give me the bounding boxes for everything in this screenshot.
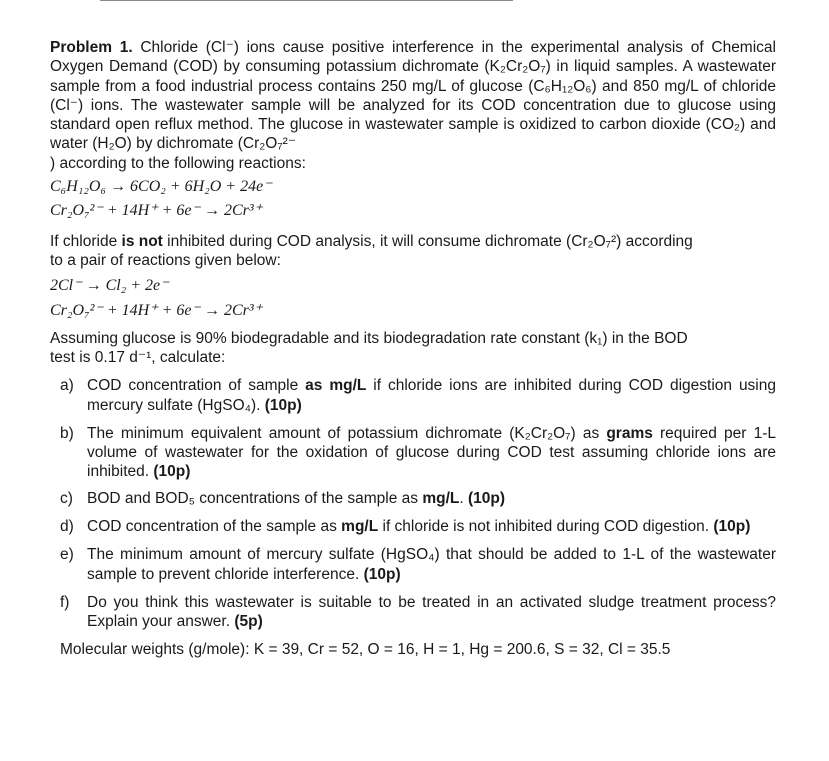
question-item — [50, 545, 776, 584]
chloride-paragraph — [50, 232, 776, 271]
intro-line: samples. A wastewater sample from a food industrial process contains 250 mg/L of glucose — [50, 58, 776, 95]
top-divider-line — [100, 0, 513, 1]
question-letter: e) — [60, 546, 74, 564]
question-text: COD concentration of the sample as — [87, 518, 342, 536]
assumption-paragraph — [50, 329, 776, 368]
intro-line: Chloride (Cl⁻) ions cause positive interference in the experimental analysis of — [140, 39, 704, 56]
problem-document — [50, 38, 776, 659]
reaction-chloride-oxidation: 2Cl⁻ → Cl₂ + 2e⁻ — [50, 276, 169, 294]
problem-intro — [50, 38, 776, 173]
chloride-emphasis: is not — [121, 233, 163, 251]
reaction-dichromate-reduction-2: Cr₂O₇²⁻ + 14H⁺ + 6e⁻ → 2Cr³⁺ — [50, 301, 263, 319]
question-text: if chloride is not inhibited during COD digestion. — [378, 518, 714, 536]
question-letter: b) — [60, 424, 74, 442]
reaction-dichromate-reduction: Cr₂O₇²⁻ + 14H⁺ + 6e⁻ → 2Cr³⁺ — [50, 202, 263, 220]
molecular-weights: Molecular weights (g/mole): K = 39, Cr = 52, O = 16, H = 1, Hg = 200.6, S = 32, Cl = 35.5 — [60, 640, 671, 658]
intro-line: Chemical Oxygen Demand (COD) by consuming potassium dichromate (K₂Cr₂O₇) in liquid — [50, 39, 776, 76]
chloride-text: If chloride — [50, 233, 122, 251]
question-text: required per 1-L volume of wastewater for the oxidation of glucose during COD test assuming chloride ions are inhibited. — [87, 424, 776, 481]
question-text: if chloride ions are inhibited during COD digestion using mercury sulfate (HgSO₄). — [87, 377, 776, 414]
question-text: COD concentration of sample — [87, 377, 306, 395]
question-emphasis: (10p) — [153, 463, 191, 481]
question-emphasis: (10p) — [264, 396, 302, 414]
question-list — [50, 376, 776, 631]
assumption-line: test is 0.17 d⁻¹, calculate: — [50, 348, 226, 366]
assumption-line: Assuming glucose is 90% biodegradable and its biodegradation rate constant (k₁) in the BOD — [50, 329, 688, 347]
question-text: The minimum amount of mercury sulfate (HgSO₄) that should be added to 1-L of the wastewater sample to prevent chloride interference. — [87, 546, 776, 583]
question-emphasis: grams — [606, 424, 653, 442]
intro-line: wastewater sample is oxidized to carbon dioxide (CO₂) and water (H₂O) by dichromate (Cr₂O₇²⁻ — [50, 116, 776, 153]
question-emphasis: (10p) — [468, 489, 506, 507]
intro-line: ) according to the following reactions: — [50, 154, 306, 172]
question-emphasis: as mg/L — [305, 377, 367, 395]
question-text: The minimum equivalent amount of potassium dichromate (K₂Cr₂O₇) as — [87, 424, 607, 442]
question-item — [50, 593, 776, 632]
question-text: BOD and BOD₅ concentrations of the sample as — [87, 489, 423, 507]
question-item — [50, 517, 776, 536]
question-item — [50, 376, 776, 415]
question-emphasis: (10p) — [713, 518, 751, 536]
question-emphasis: mg/L — [341, 518, 379, 536]
reaction-glucose-oxidation: C₆H₁₂O₆ → 6CO₂ + 6H₂O + 24e⁻ — [50, 178, 272, 196]
intro-line: COD concentration due to glucose using standard open reflux method. The glucose in — [50, 96, 777, 134]
question-text: Do you think this wastewater is suitable to be treated in an activated sludge treatment process? Explain your answer. — [87, 593, 776, 631]
question-emphasis: mg/L — [422, 489, 460, 507]
question-emphasis: (5p) — [234, 613, 263, 631]
question-emphasis: (10p) — [363, 565, 401, 583]
intro-line: (C₆H₁₂O₆) and 850 mg/L of chloride (Cl⁻) ions. The wastewater sample will be analyzed for its — [50, 77, 777, 114]
question-item — [50, 424, 776, 482]
question-text: . — [459, 489, 469, 507]
problem-label: Problem 1. — [50, 39, 133, 56]
question-letter: d) — [60, 518, 74, 536]
chloride-text: inhibited during COD analysis, it will consume dichromate (Cr₂O₇²) according — [162, 233, 693, 251]
question-item — [50, 489, 776, 508]
question-letter: a) — [60, 377, 74, 395]
question-letter: f) — [60, 593, 70, 611]
chloride-text: to a pair of reactions given below: — [50, 252, 281, 270]
question-letter: c) — [60, 489, 73, 507]
